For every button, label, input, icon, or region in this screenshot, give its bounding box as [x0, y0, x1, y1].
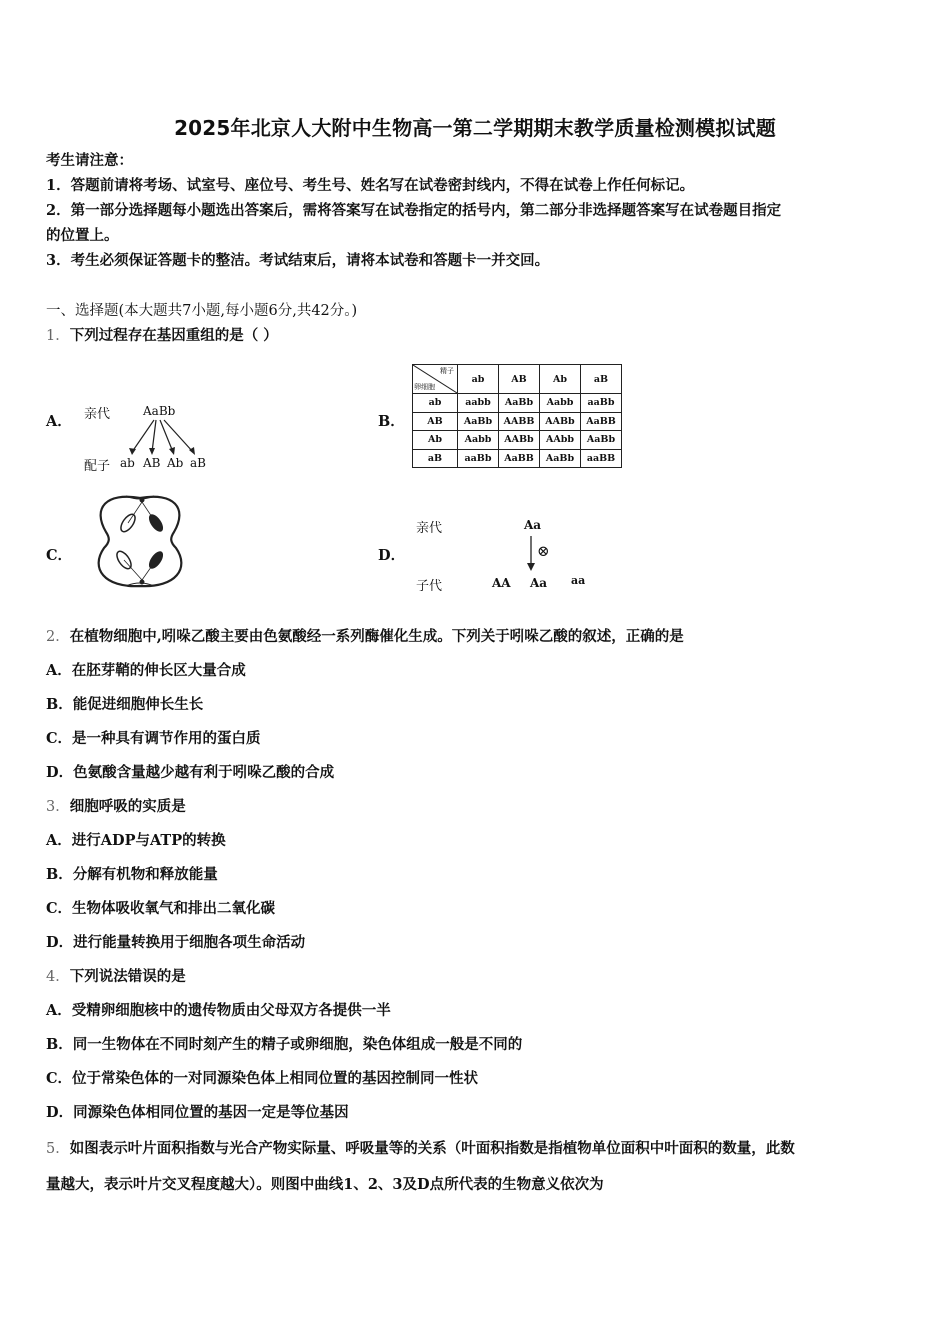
row-header: Ab	[413, 431, 458, 450]
q4-option-d[interactable]: D．同源染色体相同位置的基因一定是等位基因	[46, 1104, 349, 1121]
parent-genotype: AaBb	[143, 404, 176, 418]
notice-item-3: 3．考生必须保证答题卡的整洁。考试结束后，请将本试卷和答题卡一并交回。	[46, 252, 550, 269]
question-4	[46, 966, 186, 988]
punnett-cell: AaBB	[499, 449, 540, 468]
q4-option-c[interactable]: C．位于常染色体的一对同源染色体上相同位置的基因控制同一性状	[46, 1070, 479, 1087]
punnett-cell: AaBb	[458, 412, 499, 431]
notice-item-2-cont: 的位置上。	[46, 227, 119, 244]
col-header: aB	[581, 365, 622, 394]
notice-item-2: 2．第一部分选择题每小题选出答案后，需将答案写在试卷指定的括号内，第二部分非选择题答案写在试卷题目指定	[46, 202, 782, 219]
col-header: AB	[499, 365, 540, 394]
question-text: 在植物细胞中,吲哚乙酸主要由色氨酸经一系列酶催化生成。下列关于吲哚乙酸的叙述，正确的是	[69, 628, 684, 645]
punnett-cell: AaBb	[499, 394, 540, 413]
corner-sperm: 精子	[440, 367, 454, 375]
q4-option-a[interactable]: A．受精卵细胞核中的遗传物质由父母双方各提供一半	[46, 1002, 391, 1019]
question-5-cont: 量越大，表示叶片交叉程度越大）。则图中曲线1、2、3及D点所代表的生物意义依次为	[46, 1176, 604, 1193]
centrosome-bottom	[140, 580, 145, 585]
punnett-cell: aabb	[458, 394, 499, 413]
question-number: 1．	[46, 328, 70, 344]
corner-egg: 卵细胞	[414, 383, 435, 391]
q1-figure-a	[80, 400, 230, 475]
question-text: 细胞呼吸的实质是	[69, 798, 186, 815]
question-text: 下列过程存在基因重组的是（ ）	[69, 327, 278, 344]
child-label: 子代	[416, 579, 443, 594]
question-1	[46, 325, 278, 347]
offspring-Aa: Aa	[530, 576, 548, 590]
punnett-cell: AABb	[540, 412, 581, 431]
q1-figure-c-cell-division	[84, 490, 196, 592]
question-number: 2．	[46, 629, 70, 645]
page-title: 2025年北京人大附中生物高一第二学期期末教学质量检测模拟试题	[174, 116, 776, 140]
question-text: 下列说法错误的是	[69, 968, 186, 985]
offspring-AA: AA	[492, 576, 511, 590]
punnett-cell: AABB	[499, 412, 540, 431]
punnett-cell: AaBb	[581, 431, 622, 450]
q2-option-b[interactable]: B．能促进细胞伸长生长	[46, 696, 204, 713]
q1-option-c-label: C．	[46, 547, 73, 564]
q3-option-d[interactable]: D．进行能量转换用于细胞各项生命活动	[46, 934, 306, 951]
q1-option-b-label: B．	[378, 413, 405, 430]
q1-option-a-label: A．	[46, 413, 72, 430]
question-number: 5．	[46, 1141, 70, 1157]
question-number: 4．	[46, 969, 70, 985]
q2-option-d[interactable]: D．色氨酸含量越少越有利于吲哚乙酸的合成	[46, 764, 335, 781]
notice-item-1: 1．答题前请将考场、试室号、座位号、考生号、姓名写在试卷密封线内，不得在试卷上作任何标记。	[46, 177, 695, 194]
col-header: Ab	[540, 365, 581, 394]
gamete-label: 配子	[84, 459, 111, 474]
punnett-corner	[413, 365, 458, 394]
q1-figure-d-selfing	[416, 514, 616, 594]
offspring-aa: aa	[571, 574, 586, 587]
parent-label: 亲代	[416, 521, 443, 536]
punnett-cell: aaBB	[581, 449, 622, 468]
q3-option-c[interactable]: C．生物体吸收氧气和排出二氧化碳	[46, 900, 276, 917]
punnett-square	[412, 364, 622, 468]
q2-option-a[interactable]: A．在胚芽鞘的伸长区大量合成	[46, 662, 246, 679]
row-header: aB	[413, 449, 458, 468]
punnett-cell: AAbb	[540, 431, 581, 450]
notice-heading: 考生请注意：	[46, 152, 133, 169]
q4-option-b[interactable]: B．同一生物体在不同时刻产生的精子或卵细胞，染色体组成一般是不同的	[46, 1036, 523, 1053]
down-arrow-icon	[524, 536, 538, 572]
parent-genotype: Aa	[524, 518, 542, 532]
row-header: ab	[413, 394, 458, 413]
gamete-AB: AB	[143, 456, 161, 470]
q1-option-d-label: D．	[378, 547, 406, 564]
self-cross-icon: ⊗	[537, 542, 550, 560]
punnett-cell: AABb	[499, 431, 540, 450]
cell-membrane	[99, 497, 182, 586]
q3-option-a[interactable]: A．进行ADP与ATP的转换	[46, 832, 226, 849]
punnett-cell: Aabb	[540, 394, 581, 413]
question-2	[46, 626, 684, 648]
q1-figure-b-punnett	[412, 364, 622, 468]
section-heading: 一、选择题(本大题共7小题,每小题6分,共42分。)	[46, 303, 358, 319]
centrosome-top	[140, 498, 145, 503]
punnett-cell: AaBB	[581, 412, 622, 431]
col-header: ab	[458, 365, 499, 394]
q3-option-b[interactable]: B．分解有机物和释放能量	[46, 866, 218, 883]
question-number: 3．	[46, 799, 70, 815]
q2-option-c[interactable]: C．是一种具有调节作用的蛋白质	[46, 730, 261, 747]
question-5	[46, 1138, 795, 1160]
punnett-cell: aaBb	[458, 449, 499, 468]
question-text: 如图表示叶片面积指数与光合产物实际量、呼吸量等的关系（叶面积指数是指植物单位面积中叶面积的数量，此数	[69, 1140, 795, 1157]
gamete-aB: aB	[190, 456, 206, 470]
punnett-cell: Aabb	[458, 431, 499, 450]
gamete-Ab: Ab	[167, 456, 184, 470]
gamete-ab: ab	[120, 456, 135, 470]
question-3	[46, 796, 186, 818]
row-header: AB	[413, 412, 458, 431]
parent-label: 亲代	[84, 407, 111, 422]
punnett-cell: AaBb	[540, 449, 581, 468]
punnett-cell: aaBb	[581, 394, 622, 413]
